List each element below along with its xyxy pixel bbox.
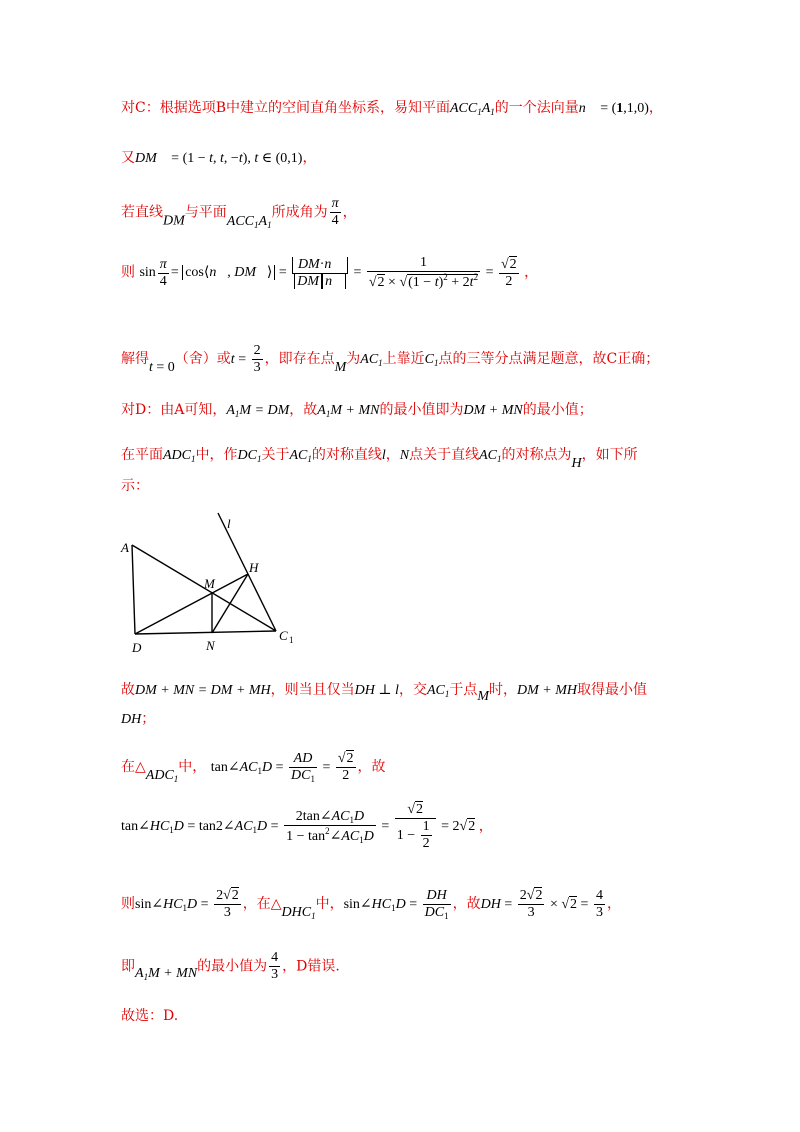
dm-vector: DM⃗: [135, 151, 168, 166]
label-c1: C: [279, 628, 288, 643]
d-text: 关于: [261, 447, 290, 463]
sol-text: （舍）或: [174, 350, 231, 367]
point-h: H: [571, 456, 582, 471]
partC-line2: 又DM⃗ = (1 − t, t, −t), t ∈ (0,1)，: [121, 150, 317, 166]
d-text: 中，: [315, 895, 344, 912]
eq-dm-mh: DM + MH: [517, 683, 578, 698]
sin-ratio: $\sin\angle HC_1D$ = $\frac{DH}{DC_1}$: [343, 888, 449, 922]
tan2-equation: $\tan\angle HC_1D$ = $\tan 2\angle AC_1D$ = $\frac{2\tan\angle AC_1D}{1 - \tan^2\angle AC_1D}$ = √2 1 − $\frac{1}{2}$ = 2√2: [121, 802, 476, 852]
d-text: ，则当且仅当: [270, 682, 355, 698]
partC-line4: [121, 255, 538, 291]
d-text: 则: [121, 895, 135, 912]
partC-line1: 对C：根据选项B中建立的空间直角坐标系，易知平面$ACC_1A_1$的一个法向量n⃗ = (1,1,0)，: [121, 100, 663, 117]
d-text: 示：: [121, 478, 149, 494]
eq-a1m-mn: $A_1M$ + MN: [317, 403, 380, 419]
segment-ac1: $AC_1$: [289, 448, 312, 464]
line-dm: DM: [163, 213, 185, 229]
eq-prefix: 则: [121, 264, 135, 281]
point-n: N: [399, 448, 410, 463]
sol-text: 点的三等分点满足题意，故C正确；: [438, 350, 660, 367]
d-text: 即: [121, 958, 135, 975]
eq-dm-mn-mh: DM + MN = DM + MH: [135, 683, 271, 698]
d-text: 中，: [178, 758, 207, 775]
punct: ，: [606, 895, 621, 912]
dh-value: DH = $\frac{2√2}{3}$ × √2 = $\frac{4}{3}$: [480, 888, 603, 921]
d-text: 时，: [489, 682, 518, 698]
sin-equation: $\sin\angle HC_1D$ = $\frac{2√2}{3}$: [135, 888, 239, 921]
partD-line2: [121, 447, 638, 473]
segment-dc1: [135, 631, 276, 634]
punct: ，: [648, 100, 663, 116]
partD-line2b: [121, 478, 149, 495]
eq-dm-mn: DM + MN: [463, 403, 523, 418]
plane-name: $ACC_1A_1$: [226, 213, 272, 230]
punct: ，: [342, 204, 357, 221]
d-text: 故: [121, 682, 135, 698]
d-text: ，在△: [242, 895, 282, 912]
punct: ，: [302, 150, 317, 166]
d-text: ，: [385, 447, 400, 463]
segment-ac1: $AC_1$: [479, 448, 502, 464]
triangle-adc1: $ADC_1$: [145, 767, 179, 784]
plane-name: $ACC_1A_1$: [450, 101, 495, 117]
fraction-pi-4: $\frac{\pi}{4}$: [331, 196, 339, 229]
sol-text: 上靠近: [382, 350, 425, 367]
sol-text: 解得: [121, 350, 149, 367]
eq-a1m-mn: $A_1M$ + MN: [135, 965, 198, 982]
d-text: ，故: [452, 895, 481, 912]
d-text: 在平面: [121, 447, 163, 463]
segment-ac1: $AC_1$: [360, 351, 383, 368]
label-l: l: [227, 516, 231, 531]
point-m: M: [477, 689, 490, 704]
d-text: 的最小值即为: [379, 402, 464, 418]
d-text: 取得最小值: [577, 682, 648, 698]
angle-text: 若直线: [121, 204, 163, 221]
segment-dc1: $DC_1$: [237, 448, 262, 464]
label-a: A: [121, 540, 129, 555]
partD-line4: [121, 751, 386, 785]
geometry-figure: [115, 508, 315, 656]
angle-text: 与平面: [184, 204, 227, 221]
label-n: N: [206, 638, 215, 653]
d-text: 点关于直线: [409, 447, 480, 463]
partD-line1: [121, 402, 593, 420]
segment-ad: [132, 545, 135, 634]
t-two-thirds: t = $\frac{2}{3}$: [230, 343, 261, 376]
label-d: D: [132, 640, 142, 655]
plane-adc1: $ADC_1$: [163, 448, 196, 464]
d-text: ；: [141, 711, 156, 727]
d-text: 于点: [449, 682, 478, 698]
line-l: l: [381, 448, 386, 463]
d-text: 对D：由A可知，: [121, 402, 227, 418]
normal-vector: n⃗: [578, 101, 597, 116]
partD-line3: [121, 682, 647, 706]
d-text: 的对称点为: [501, 447, 572, 463]
partC-intro: 对C：根据选项B中建立的空间直角坐标系，易知平面: [121, 100, 450, 116]
sin-cos-equation: sin $\frac{\pi}{4}$ = cos⟨n⃗, DM⃗⟩ = $\frac{DM\cdot n⃗}{\text{DM n⃗}}$ = $\frac{1}{√2 \times √(1 - t)^2 + 2t^2}$ = $\frac{√2}{2}$: [139, 255, 517, 291]
tan-equation: $\tan\angle AC_1D$ = $\frac{AD}{DC_1}$ = $\frac{√2}{2}$: [210, 751, 354, 785]
punct: ，: [478, 818, 493, 835]
t-zero: t = 0: [149, 359, 175, 375]
label-h: H: [249, 560, 259, 575]
sol-text: ，即存在点: [264, 350, 335, 367]
sol-text: 为: [346, 350, 361, 367]
answer-line: [121, 1008, 178, 1025]
partD-line3b: [121, 711, 155, 729]
d-text: 的最小值；: [522, 402, 593, 418]
point-c1: $C_1$: [424, 351, 439, 368]
d-text: ，D错误.: [282, 958, 340, 975]
partD-line6: [121, 888, 621, 922]
normal-text: 的一个法向量: [494, 100, 579, 116]
eq-a1m-dm: $A_1M$ = DM: [226, 403, 290, 419]
d-text: 的最小值为: [197, 958, 268, 975]
d-text: 在△: [121, 758, 146, 775]
fraction-4-3: $\frac{4}{3}$: [271, 950, 279, 983]
partD-line7: [121, 950, 340, 983]
d-text: ，故: [289, 402, 318, 418]
d-text: ，如下所: [581, 447, 638, 463]
segment-ac1: $AC_1$: [426, 683, 450, 699]
answer-text: 故选：D.: [121, 1008, 179, 1024]
d-text: ，交: [398, 682, 427, 698]
d-text: 的对称直线: [311, 447, 382, 463]
triangle-dhc1: $DHC_1$: [281, 904, 316, 921]
punct: ，: [524, 264, 539, 281]
eq-dh-perp-l: DH ⊥ l: [354, 683, 399, 698]
d-text: 中，作: [195, 447, 238, 463]
d-text: ，故: [357, 758, 386, 775]
partD-line5: [121, 802, 493, 852]
point-m: M: [334, 359, 347, 375]
dm-prefix: 又: [121, 150, 135, 166]
label-m: M: [204, 576, 215, 591]
label-c1-sub: 1: [289, 635, 294, 645]
partC-line3: [121, 196, 357, 230]
partC-line5: [121, 343, 659, 377]
segment-dh: DH: [121, 712, 142, 727]
angle-text: 所成角为: [271, 204, 328, 221]
